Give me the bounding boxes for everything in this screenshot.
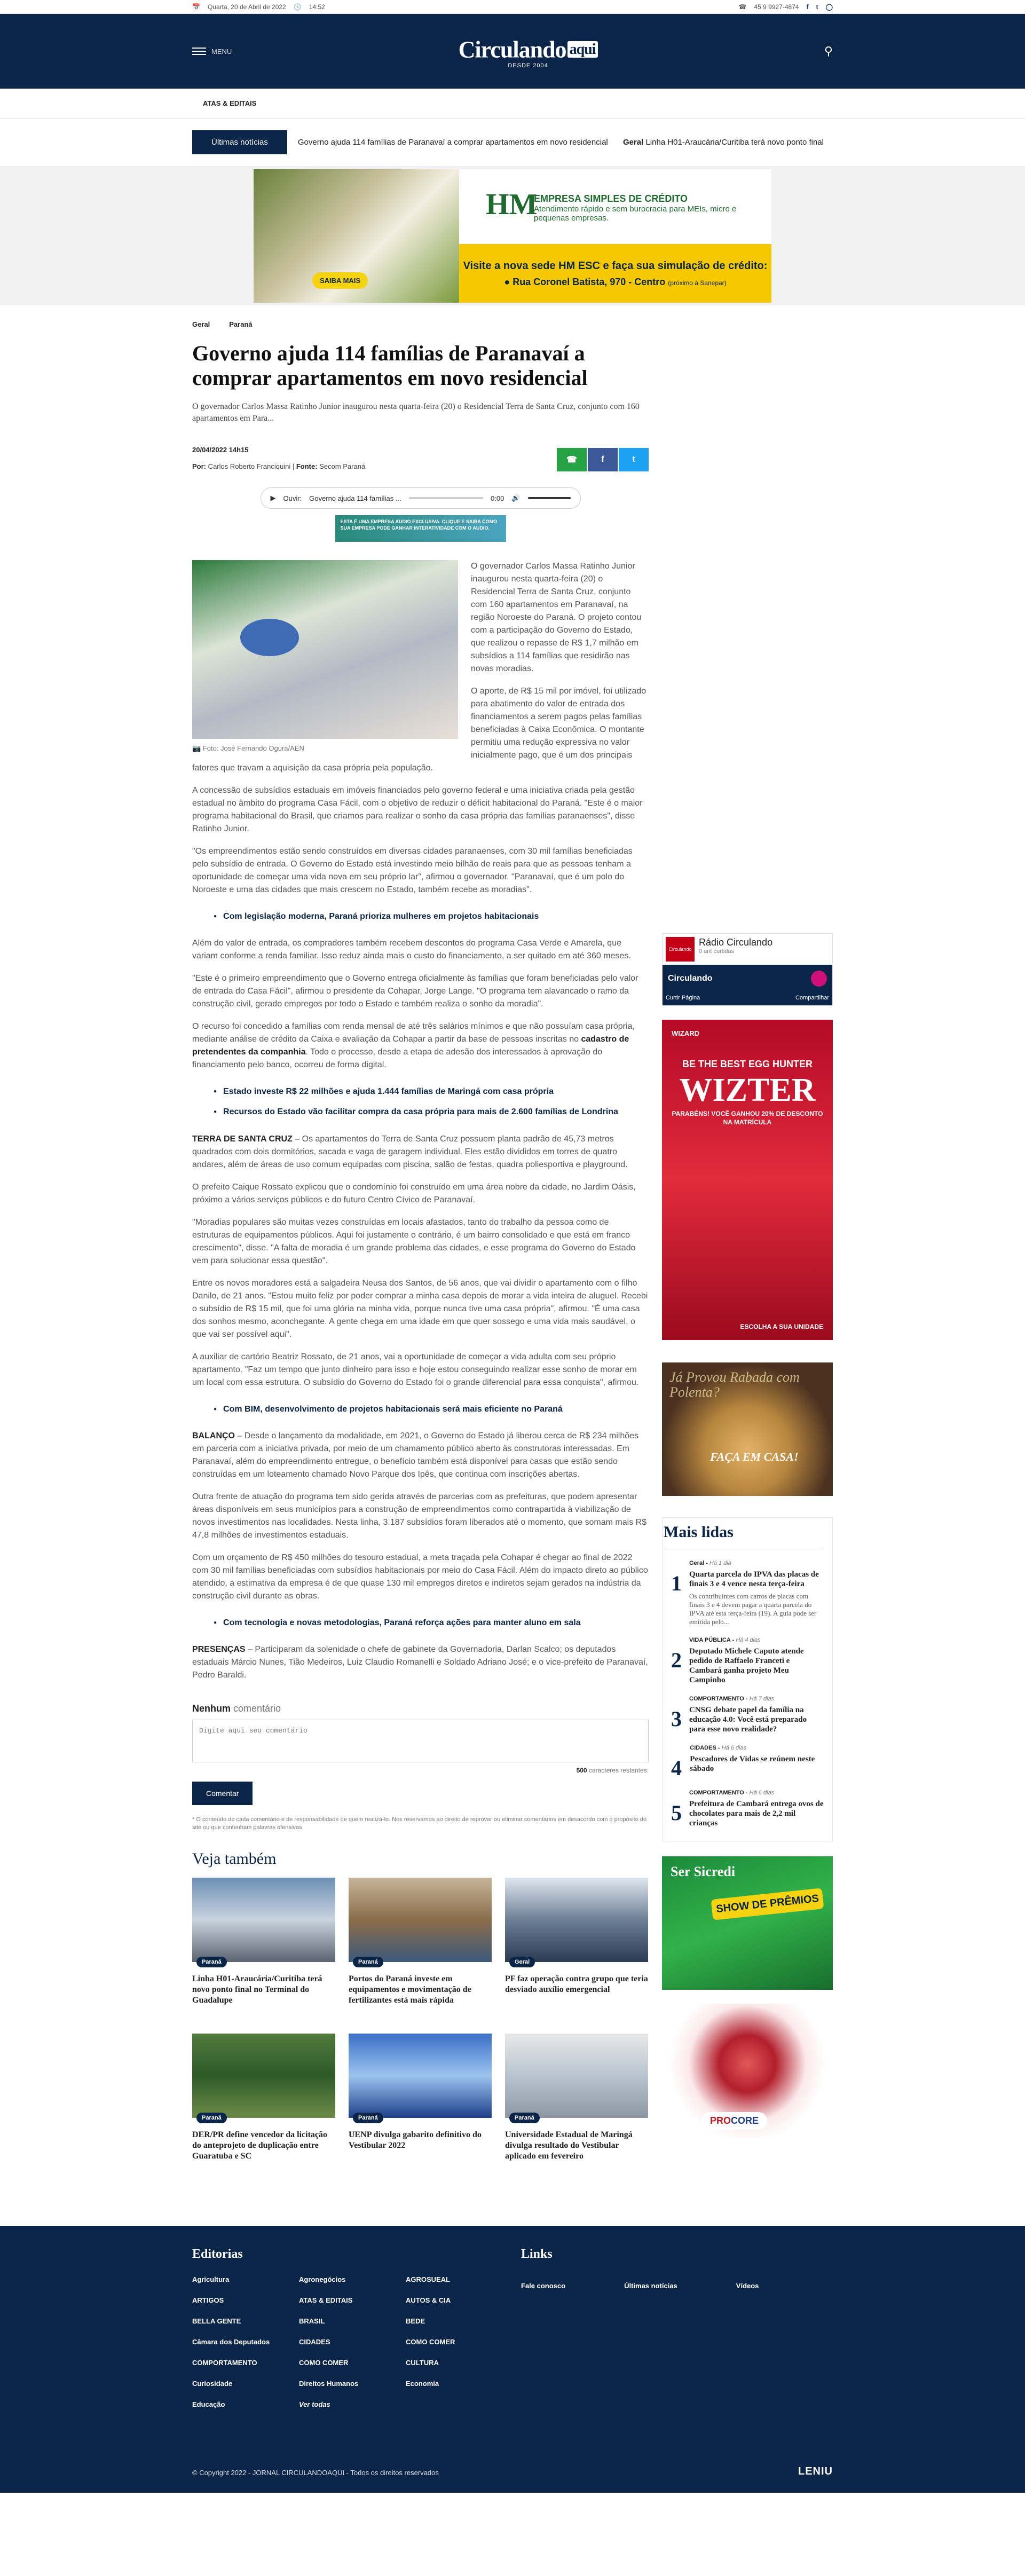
related-card-category: Geral — [509, 1957, 535, 1967]
food-ad[interactable] — [662, 1362, 833, 1496]
volume-slider[interactable] — [528, 497, 571, 499]
footer-category-link[interactable]: ATAS & EDITAIS — [299, 2296, 353, 2305]
site-footer — [0, 2226, 1025, 2493]
footer-category-link[interactable]: Economia — [406, 2380, 439, 2388]
most-read-rank: 4 — [671, 1756, 682, 1780]
comment-input[interactable] — [192, 1720, 649, 1762]
article-body — [192, 560, 649, 1682]
nav-item-atas-editais[interactable]: ATAS & EDITAIS — [203, 99, 257, 107]
most-read-time: Há 6 dias — [721, 1745, 747, 1751]
most-read-title[interactable]: Pescadores de Vidas se reúnem neste sábado — [690, 1755, 815, 1773]
related-card-image[interactable] — [192, 1878, 335, 1966]
ticker-label: Últimas notícias — [192, 130, 287, 154]
topbar-phone[interactable]: 45 9 9927-4874 — [754, 3, 799, 11]
topbar — [0, 0, 1025, 14]
clock-icon: 🕓 — [293, 3, 302, 11]
camera-icon: 📷 — [192, 744, 201, 752]
whatsapp-icon[interactable]: ☎ — [738, 3, 747, 11]
main-nav — [0, 89, 1025, 119]
most-read-rank: 2 — [671, 1648, 682, 1672]
footer-links-title: Links — [521, 2247, 553, 2262]
procore-ad[interactable] — [662, 2004, 833, 2137]
most-read-rank: 3 — [671, 1707, 682, 1731]
paragraph: A auxiliar de cartório Beatriz Rossato, de 21 anos, vai a oportunidade de começar a vida adulta com seu próprio apartamento. "Faz um tempo que junto dinheiro para isso e hoje estou conseguindo realizar esse sonho de morar em um local com essa estrutura. O subsídio do Governo do Estado foi o grande diferencial para essa conquista", afirmou. — [192, 1352, 639, 1387]
breadcrumb-item[interactable]: Geral — [192, 320, 210, 328]
procore-logo-b: CORE — [731, 2115, 759, 2126]
instagram-icon[interactable]: ◯ — [825, 3, 833, 11]
footer-category-link[interactable]: BEDE — [406, 2317, 425, 2326]
share-page-button[interactable]: Compartilhar — [795, 995, 829, 1001]
ticker-items — [298, 138, 833, 147]
chars-remaining: 500 — [576, 1767, 587, 1775]
footer-category-link[interactable]: COMO COMER — [299, 2359, 349, 2367]
sicredi-ad-badge: SHOW DE PRÊMIOS — [711, 1888, 824, 1920]
related-card[interactable] — [192, 2034, 335, 2162]
play-icon[interactable]: ▶ — [270, 494, 276, 502]
footer-category-link[interactable]: AGROSUEAL — [406, 2275, 451, 2284]
related-card[interactable] — [505, 1878, 648, 2006]
related-card-title[interactable]: Universidade Estadual de Maringá divulga resultado do Vestibular aplicado em fevereiro — [505, 2130, 633, 2161]
related-card-category: Paraná — [196, 2113, 227, 2123]
ticker-item[interactable]: Linha H01-Araucária/Curitiba terá novo ponto final — [645, 138, 824, 147]
logo-text: Circulando — [458, 36, 566, 63]
footer-link[interactable]: Últimas notícias — [624, 2282, 677, 2290]
footer-category-link[interactable]: Ver todas — [299, 2400, 330, 2409]
hm-ad-banner[interactable] — [254, 169, 771, 303]
most-read-rank: 1 — [671, 1571, 682, 1595]
footer-category-link[interactable]: ARTIGOS — [192, 2296, 224, 2305]
wizard-headline: BE THE BEST EGG HUNTER — [682, 1059, 813, 1069]
ticker-item[interactable]: Governo ajuda 114 famílias de Paranavaí a comprar apartamentos em novo residencial — [297, 138, 608, 147]
article-photo — [192, 560, 458, 739]
most-read — [662, 1517, 833, 1841]
paragraph: Além do valor de entrada, os compradores também recebem descontos do programa Casa Verde e Amarela, que variam conforme a renda familiar. Isso reduz ainda mais o custo do financiamento, a ser quitado em até 360 meses. — [192, 939, 631, 961]
twitter-icon[interactable]: t — [816, 3, 818, 11]
breadcrumb — [192, 320, 649, 328]
related-links — [214, 1403, 649, 1416]
audio-label: Ouvir: — [283, 494, 302, 502]
see-also — [192, 1850, 649, 2162]
audio-ad[interactable]: ESTA É UMA EMPRESA AUDIO EXCLUSIVA. CLIQUE E SAIBA COMO SUA EMPRESA PODE GANHAR INTERATIVIDADE COM O AUDIO. — [335, 515, 506, 542]
food-ad-headline: Já Provou Rabada com Polenta? — [669, 1369, 800, 1400]
article-date: 20/04/2022 14h15 — [192, 446, 249, 454]
ad-photo — [254, 169, 459, 303]
most-read-category: COMPORTAMENTO — [689, 1790, 744, 1796]
paragraph: O prefeito Caique Rossato explicou que o condomínio foi construído em uma área nobre da cidade, no Jardim Oásis, próximo a vários serviços públicos e do futuro Centro Cívico de Paranavaí. — [192, 1182, 636, 1204]
article-title: Governo ajuda 114 famílias de Paranavaí a comprar apartamentos em novo residencial — [192, 341, 588, 390]
ticker-item-category: Geral — [622, 138, 644, 147]
like-page-button[interactable]: Curtir Página — [666, 995, 700, 1001]
footer-link[interactable]: Fale conosco — [521, 2282, 566, 2290]
article — [192, 320, 649, 2226]
paragraph: O aporte, de R$ 15 mil por imóvel, foi utilizado para abatimento do valor de entrada dos financiamentos a serem pagos pelas famílias beneficiadas à Caixa Econômica. O montante permitiu uma redução expressiva no valor inicialmente pago, que é um dos principais fatores que travam a aquisição da casa própria pela população. — [192, 687, 646, 773]
audio-player — [261, 487, 581, 509]
wizard-title: WIZTER — [679, 1072, 816, 1108]
menu-label: MENU — [211, 47, 232, 56]
paragraph-text: – Desde o lançamento da modalidade, em 2021, o Governo do Estado já liberou cerca de R$ 234 milhões em parceria com a iniciativa privada, por meio de um chamamento público aberto às construtoras interessadas. Em Paranavaí, além do empreendimento entregue, o benefício também está disponível para casas que estão sendo construídas em um loteamento chamado Novo Parque dos Ipês, que continua com inscrições abertas. — [192, 1431, 639, 1479]
breadcrumb-item[interactable]: Paraná — [229, 320, 253, 328]
related-link[interactable]: ● Com legislação moderna, Paraná prioriza mulheres em projetos habitacionais — [214, 910, 649, 923]
comment-title — [192, 1703, 649, 1714]
most-read-time: Há 7 dias — [749, 1696, 775, 1702]
paragraph-text: – Os apartamentos do Terra de Santa Cruz possuem planta padrão de 45,73 metros quadrados com dois dormitórios, sacada e vaga de garagem individual. Eles estão divididos em torres de quatro andares, além de áreas de uso comum equipadas com piscina, salão de festas, quadra poliesportiva e playground. — [192, 1134, 628, 1169]
most-read-excerpt: Os contribuintes com carros de placas com finais 3 e 4 devem pagar a quarta parcela do IPVA até esta terça-feira (19). A guia pode ser emitida pelo... — [689, 1592, 817, 1626]
related-card-category: Paraná — [509, 2113, 540, 2123]
related-card[interactable] — [192, 1878, 335, 2006]
radio-likes: 0 ant curtidas — [699, 948, 735, 955]
see-also-title: Veja também — [192, 1850, 277, 1868]
related-link[interactable]: ● Com tecnologia e novas metodologias, Paraná reforça ações para manter aluno em sala — [214, 1617, 649, 1629]
footer-category-link[interactable]: CULTURA — [406, 2359, 439, 2367]
paragraph-text: O recurso foi concedido a famílias com renda mensal de até três salários mínimos e que não possuíam casa própria, mediante análise de crédito da Caixa e avaliação da Cohapar a partir da base de pessoas inscritas no — [192, 1022, 635, 1044]
comment-submit-button[interactable]: Comentar — [192, 1782, 253, 1805]
key-prop — [240, 619, 299, 656]
comment-count-word: Nenhum — [192, 1703, 231, 1714]
most-read-item[interactable]: 1 Geral - Há 1 dia Quarta parcela do IPVA das placas de finais 3 e 4 vence nesta terça-feira Os contribuintes com carros de placas com finais 3 e 4 devem pagar a quarta parcela do IPVA até esta terça-feira (19). A guia pode ser emitida pelo... — [671, 1560, 824, 1626]
site-logo[interactable] — [459, 34, 598, 68]
ad-address-note: (próximo à Sanepar) — [668, 279, 727, 287]
related-links — [214, 1085, 649, 1118]
most-read-category: Geral — [689, 1560, 705, 1566]
footer-category-link[interactable]: BRASIL — [299, 2317, 325, 2326]
comment-title-rest: comentário — [233, 1703, 281, 1714]
audio-time: 0:00 — [491, 494, 504, 502]
footer-category-link[interactable]: Agronegócios — [299, 2275, 346, 2284]
most-read-rank: 5 — [671, 1801, 682, 1825]
paragraph: Outra frente de atuação do programa tem sido gerida através de parcerias com as prefeituras, que podem apresentar áreas disponíveis em seus municípios para a construção de empreendimentos como contrapartida à viabilização de novos investimentos nas localidades. Nesta linha, 3.187 subsídios foram liberados até o momento, que somam mais R$ 47,8 milhões de investimentos estaduais. — [192, 1492, 647, 1540]
comment-disclaimer: * O conteúdo de cada comentário é de responsabilidade de quem realizá-lo. Nos reservamos ao direito de reprovar ou eliminar comentários em desacordo com o propósito do site ou que contenham palavras ofensivas. — [192, 1816, 647, 1831]
logo-badge: aqui — [567, 41, 598, 58]
footer-category-link[interactable]: Direitos Humanos — [299, 2380, 359, 2388]
developer-logo[interactable]: LENIU — [798, 2465, 833, 2478]
footer-category-link[interactable]: BELLA GENTE — [192, 2317, 241, 2326]
footer-links — [521, 2247, 759, 2290]
ad-address: Rua Coronel Batista, 970 - Centro — [512, 276, 666, 287]
footer-category-link[interactable]: Agricultura — [192, 2275, 230, 2284]
play-icon[interactable] — [811, 971, 827, 987]
paragraph-text: – Participaram da solenidade o chefe de gabinete da Governadoria, Darlan Scalco; os deputados estaduais Márcio Nunes, Tião Medeiros, Luiz Claudio Romanelli e Soldado Adriano José; e o vice-prefeito de Paranavaí, Pedro Baraldi. — [192, 1645, 648, 1680]
article-summary: O governador Carlos Massa Ratinho Junior inaugurou nesta quarta-feira (20) o Residencial Terra de Santa Cruz, conjunto com 160 apartamentos em Para... — [192, 402, 640, 423]
article-meta: 20/04/2022 14h15 Por: Carlos Roberto Franciquini | Fonte: Secom Paraná ☎ f t — [192, 446, 649, 471]
radio-thumb[interactable]: Circulando — [666, 937, 695, 962]
top-ad-area — [0, 167, 1025, 305]
most-read-title[interactable]: Deputado Michele Caputo atende pedido de Raffaelo Franceti e Cambará ganha projeto Meu Campinho — [689, 1647, 804, 1684]
footer-category-link[interactable]: Câmara dos Deputados — [192, 2338, 270, 2346]
location-icon: ● — [504, 276, 513, 287]
procore-logo — [701, 2112, 767, 2130]
copyright: © Copyright 2022 - JORNAL CIRCULANDOAQUI - Todos os direitos reservados — [192, 2469, 439, 2477]
facebook-icon[interactable]: f — [806, 3, 809, 11]
related-card-category: Paraná — [196, 1957, 227, 1967]
share-buttons — [557, 448, 649, 471]
paragraph — [192, 1643, 649, 1682]
sicredi-ad-title: Ser Sicredi — [671, 1864, 736, 1879]
related-card[interactable] — [349, 2034, 492, 2162]
volume-icon[interactable]: 🔊 — [511, 494, 521, 502]
most-read-time: Há 4 dias — [736, 1637, 761, 1643]
most-read-time: Há 6 dias — [749, 1790, 775, 1796]
article-source: Secom Paraná — [319, 462, 366, 470]
sidebar — [662, 933, 833, 2137]
related-link[interactable]: ● Recursos do Estado vão facilitar compra da casa própria para mais de 2.600 famílias de Londrina — [214, 1106, 649, 1118]
paragraph: Com um orçamento de R$ 450 milhões do tesouro estadual, a meta traçada pela Cohapar é chegar ao final de 2022 com 30 mil famílias beneficiadas com subsídios habitacionais por meio do Casa Fácil. Além do impacto direto ao público atendido, a estimativa da empresa é de que quase 130 mil empregos diretos e indiretos sejam gerados na indústria da construção civil durante as obras. — [192, 1553, 648, 1601]
paragraph — [192, 1133, 649, 1171]
related-links — [214, 910, 649, 923]
footer-category-link[interactable]: COMO COMER — [406, 2338, 455, 2346]
wizard-ad[interactable] — [662, 1020, 833, 1340]
most-read-category: VIDA PÚBLICA — [689, 1637, 731, 1643]
related-card-category: Paraná — [353, 2113, 383, 2123]
related-card-image[interactable] — [505, 2034, 648, 2122]
related-card-title[interactable]: Portos do Paraná investe em equipamentos e movimentação de fertilizantes está mais rápida — [349, 1974, 471, 2005]
most-read-title[interactable]: CNSG debate papel da família na educação 4.0: Você está preparado para esse novo realidade? — [689, 1706, 807, 1734]
paragraph: "Os empreendimentos estão sendo construídos em diversas cidades paranaenses, com 30 mil famílias beneficiadas pelo subsídio de entrada. O Governo do Estado está investindo meio bilhão de reais para que as pessoas tenham a oportunidade de começar uma vida nova em seu próprio lar", afirmou o governador. "Paranavaí, que é um polo do Noroeste e uma das cidades que mais crescem no Estado, também recebe as moradias". — [192, 847, 633, 894]
paragraph: O governador Carlos Massa Ratinho Junior inaugurou nesta quarta-feira (20) o Residencial Terra de Santa Cruz, conjunto com 160 apartamentos em Paranavaí, na região Noroeste do Paraná. O projeto contou com a participação do Governo do Estado, que realizou o repasse de R$ 1,7 milhão em subsídios a 114 famílias que residirão nas novas moradias. — [471, 562, 642, 673]
most-read-title[interactable]: Quarta parcela do IPVA das placas de finais 3 e 4 vence nesta terça-feira — [689, 1570, 819, 1588]
ad-headline: EMPRESA SIMPLES DE CRÉDITO — [534, 193, 688, 204]
site-header — [0, 14, 1025, 89]
related-card[interactable] — [349, 1878, 492, 2006]
paragraph: Entre os novos moradores está a salgadeira Neusa dos Santos, de 56 anos, que vai dividir o apartamento com o filho Danilo, de 21 anos. "Estou muito feliz por poder comprar a minha casa depois de morar a vida inteira de aluguel. Recebi o subsídio de R$ 15 mil, que foi uma glória na minha vida, porque nunca tive uma casa própria", afirmou. "É uma casa dos sonhos mesmo, aconchegante. A gente chega em uma idade em que quer sossego e uma vida mais saudável, o que vai ser possível aqui". — [192, 1278, 648, 1339]
related-links — [214, 1617, 649, 1629]
comment-section — [192, 1703, 649, 1832]
share-twitter-icon[interactable]: t — [619, 448, 649, 471]
paragraph-text: . Todo o processo, desde a etapa de adesão dos interessados à aprovação do financiamento pelo banco, ocorreu de forma digital. — [192, 1047, 603, 1070]
photo-caption: Foto: José Fernando Ogura/AEN — [202, 744, 304, 752]
paragraph-lead: BALANÇO — [192, 1431, 235, 1440]
search-icon[interactable]: ⚲ — [824, 44, 833, 58]
most-read-title: Mais lidas — [664, 1523, 824, 1549]
logo-tagline: DESDE 2004 — [508, 62, 548, 69]
related-card-image[interactable] — [505, 1878, 648, 1966]
most-read-time: Há 1 dia — [709, 1560, 731, 1566]
audio-title: Governo ajuda 114 famílias ... — [309, 494, 401, 502]
radio-player-name: Circulando — [668, 974, 713, 983]
chars-remaining-label: caracteres restantes. — [588, 1767, 649, 1775]
hamburger-icon — [192, 48, 206, 55]
topbar-date: Quarta, 20 de Abril de 2022 — [207, 3, 286, 11]
news-ticker — [0, 119, 1025, 167]
radio-widget — [662, 933, 833, 1006]
footer-editorias-title: Editorias — [192, 2247, 243, 2262]
procore-logo-a: PRO — [710, 2115, 731, 2126]
source-label: Fonte: — [296, 462, 318, 470]
most-read-title[interactable]: Prefeitura de Cambará entrega ovos de chocolates para mais de 2,2 mil crianças — [689, 1800, 824, 1827]
footer-link[interactable]: Vídeos — [736, 2282, 759, 2290]
article-figure — [192, 560, 458, 755]
related-link[interactable]: ● Com BIM, desenvolvimento de projetos habitacionais será mais eficiente no Paraná — [214, 1403, 649, 1416]
sicredi-ad[interactable] — [662, 1856, 833, 1990]
paragraph: "Este é o primeiro empreendimento que o Governo entrega oficialmente às famílias que foram beneficiadas pelo valor de entrada do Casa Fácil", afirmou o presidente da Cohapar, Jorge Lange. "O programa tem alavancado o ramo da construção civil, gerado empregos por todo o Estado e também realiza o sonho da moradia". — [192, 974, 638, 1009]
related-card-image[interactable] — [349, 1878, 492, 1966]
most-read-item[interactable]: 3 COMPORTAMENTO - Há 7 dias CNSG debate papel da família na educação 4.0: Você está preparado para esse novo realidade? — [671, 1696, 824, 1734]
most-read-item[interactable]: 5 COMPORTAMENTO - Há 6 dias Prefeitura de Cambará entrega ovos de chocolates para mais de 2,2 mil crianças — [671, 1790, 824, 1827]
paragraph — [192, 1430, 649, 1481]
ad-hm-logo: HM — [486, 187, 538, 221]
menu-button[interactable] — [192, 48, 232, 56]
audio-progress[interactable] — [409, 497, 483, 499]
related-card-image[interactable] — [192, 2034, 335, 2122]
most-read-item[interactable]: 2 VIDA PÚBLICA - Há 4 dias Deputado Michele Caputo atende pedido de Raffaelo Franceti e Cambará ganha projeto Meu Campinho — [671, 1637, 824, 1685]
ad-saiba-mais-button[interactable]: SAIBA MAIS — [312, 272, 368, 289]
footer-category-link[interactable]: CIDADES — [299, 2338, 330, 2346]
footer-category-link[interactable]: Curiosidade — [192, 2380, 233, 2388]
footer-category-link[interactable]: AUTOS & CIA — [406, 2296, 451, 2305]
wizard-brand: WIZARD — [672, 1029, 699, 1037]
paragraph — [192, 1020, 649, 1072]
topbar-time: 14:52 — [309, 3, 325, 11]
footer-category-link[interactable]: COMPORTAMENTO — [192, 2359, 257, 2367]
calendar-icon: 📅 — [192, 3, 200, 11]
radio-name[interactable]: Rádio Circulando — [699, 937, 773, 948]
share-facebook-icon[interactable]: f — [588, 448, 618, 471]
article-author: Carlos Roberto Franciquini — [208, 462, 291, 470]
share-whatsapp-icon[interactable]: ☎ — [557, 448, 587, 471]
main-content — [192, 320, 833, 2226]
related-card-title[interactable]: DER/PR define vencedor da licitação do anteprojeto de duplicação entre Guaratuba e SC — [192, 2130, 328, 2161]
food-ad-cta: FAÇA EM CASA! — [710, 1450, 799, 1463]
related-card-title[interactable]: UENP divulga gabarito definitivo do Vestibular 2022 — [349, 2130, 482, 2150]
paragraph: "Moradias populares são muitas vezes construídas em locais afastados, tanto do trabalho da pessoa como de estruturas de equipamentos públicos. Aqui foi justamente o contrário, é um bairro consolidado e que está em franco crescimento", disse. "A falta de moradia é um grande problema das cidades, e esse programa do Governo do Estado vem para solucionar essa questão". — [192, 1217, 636, 1265]
inline-link[interactable]: cadastro de pretendentes da companhia — [192, 1035, 629, 1057]
author-label: Por: — [192, 462, 206, 470]
paragraph: A concessão de subsídios estaduais em imóveis financiados pelo governo federal e uma iniciativa criada pela gestão estadual no âmbito do programa Casa Fácil, com o objetivo de reduzir o déficit habitacional do Paraná. "Este é o maior programa habitacional do Brasil, que criamos para realizar o sonho da casa própria das famílias paranaenses", disse Ratinho Junior. — [192, 786, 643, 833]
footer-category-link[interactable]: Educação — [192, 2400, 225, 2409]
wizard-offer: PARABÉNS! VOCÊ GANHOU 20% DE DESCONTO NA MATRÍCULA — [672, 1110, 823, 1126]
paragraph-lead: PRESENÇAS — [192, 1645, 246, 1655]
related-card-title[interactable]: PF faz operação contra grupo que teria desviado auxílio emergencial — [505, 1974, 648, 1995]
related-card-category: Paraná — [353, 1957, 383, 1967]
related-card[interactable] — [505, 2034, 648, 2162]
ad-cta: Visite a nova sede HM ESC e faça sua simulação de crédito: — [463, 259, 768, 272]
related-link[interactable]: ● Estado investe R$ 22 milhões e ajuda 1.444 famílias de Maringá com casa própria — [214, 1085, 649, 1098]
related-card-title[interactable]: Linha H01-Araucária/Curitiba terá novo ponto final no Terminal do Guadalupe — [192, 1974, 322, 2005]
most-read-category: COMPORTAMENTO — [689, 1696, 744, 1702]
wizard-cta: ESCOLHA A SUA UNIDADE — [740, 1323, 823, 1330]
most-read-category: CIDADES — [690, 1745, 716, 1751]
most-read-item[interactable]: 4 CIDADES - Há 6 dias Pescadores de Vidas se reúnem neste sábado — [671, 1745, 824, 1779]
paragraph-lead: TERRA DE SANTA CRUZ — [192, 1134, 293, 1144]
related-card-image[interactable] — [349, 2034, 492, 2122]
ad-subtext: Atendimento rápido e sem burocracia para MEIs, micro e pequenas empresas. — [534, 204, 737, 223]
